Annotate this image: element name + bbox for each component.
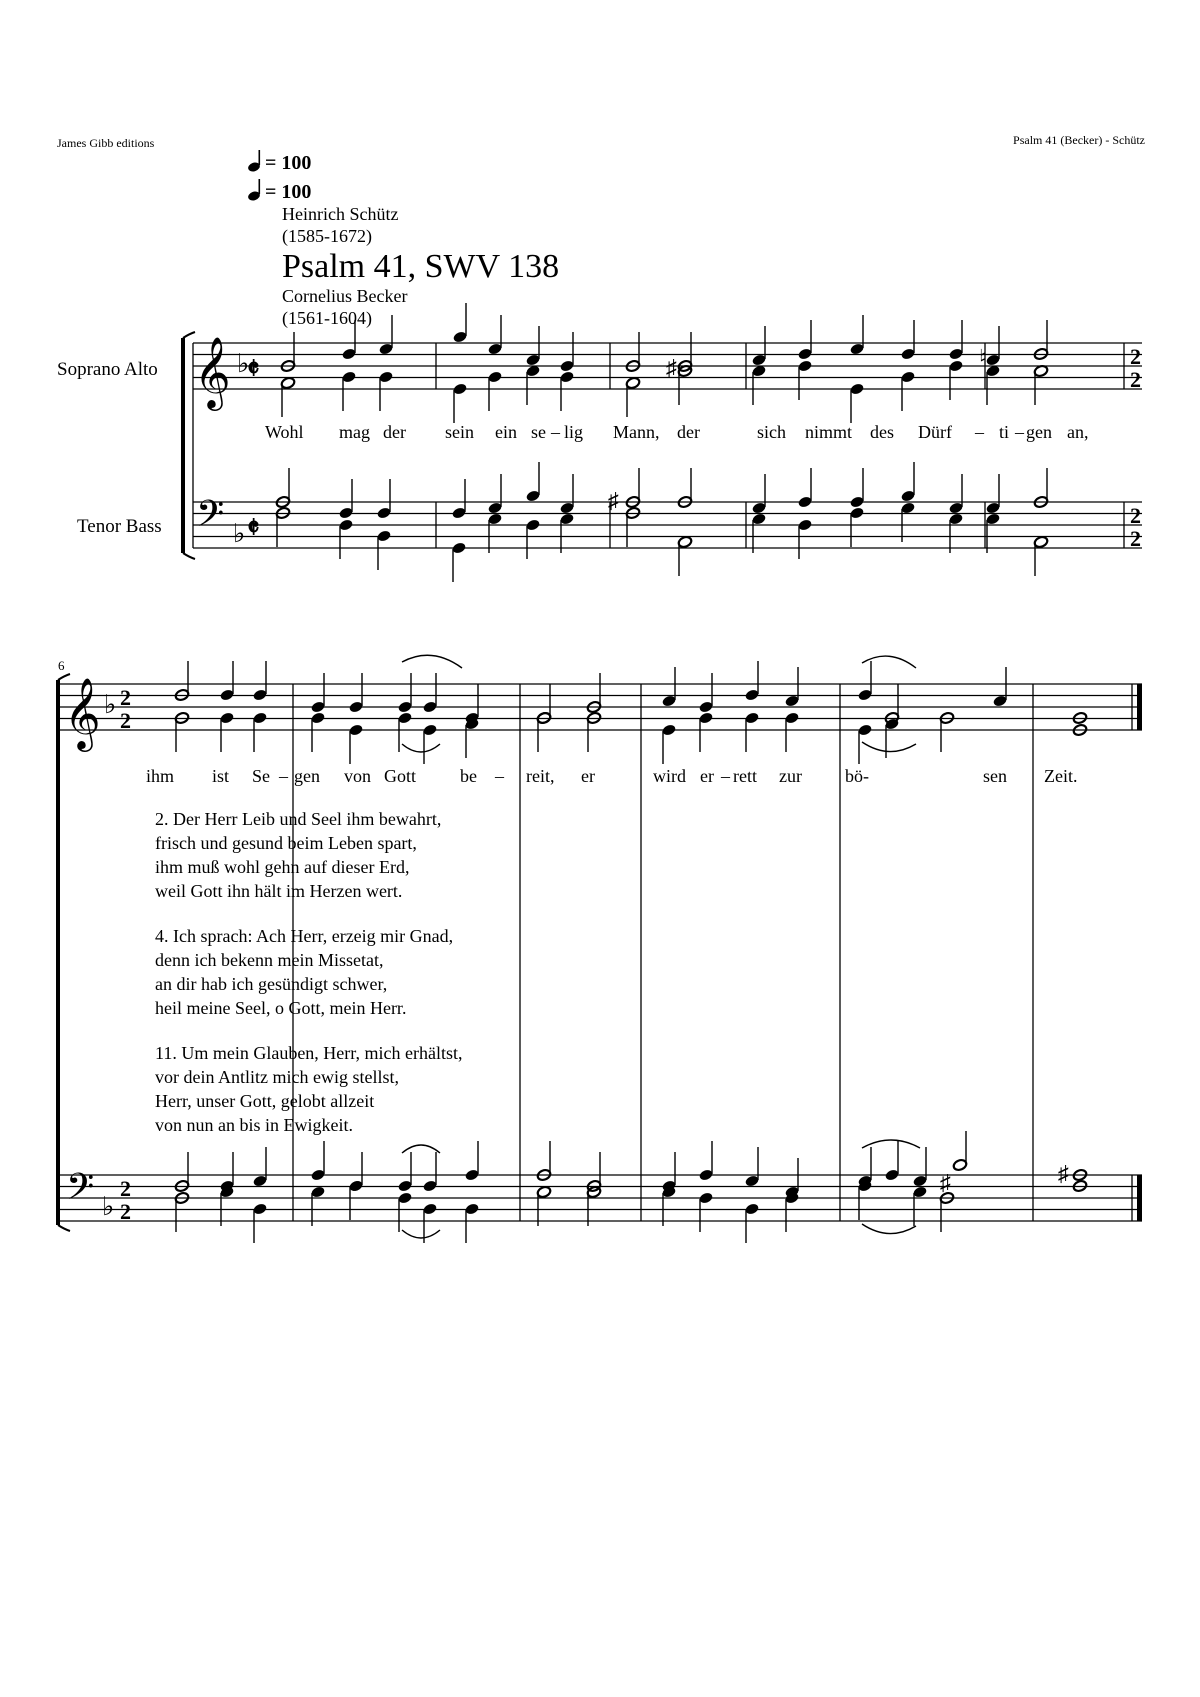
- bass-clef-icon: 𝄢: [196, 494, 225, 543]
- note: [487, 315, 502, 356]
- note: [452, 382, 467, 423]
- note: [422, 673, 437, 714]
- note: [849, 506, 864, 547]
- note: [525, 326, 540, 367]
- note: [784, 1191, 799, 1232]
- note: [464, 684, 479, 725]
- note: [174, 711, 189, 752]
- note: [275, 506, 290, 547]
- tempo-value: = 100: [265, 152, 312, 174]
- note: [252, 661, 267, 702]
- note: [744, 1202, 759, 1243]
- lyric-syllable: ti: [999, 422, 1010, 442]
- note: [985, 326, 1000, 367]
- note: [376, 529, 391, 570]
- final-barline: [1137, 1175, 1142, 1221]
- note: [525, 462, 540, 503]
- note: [464, 717, 479, 758]
- note: [849, 382, 864, 423]
- note: [280, 376, 295, 417]
- note: [378, 315, 393, 356]
- note: [857, 661, 872, 702]
- verse-2: 2. Der Herr Leib und Seel ihm bewahrt, frisch und gesund beim Leben spart, ihm muß wohl gehn auf dieser Erd, weil Gott ihn hält im Herzen wert.: [155, 809, 442, 901]
- system-1-barlines: [193, 343, 1124, 548]
- note: [751, 364, 766, 405]
- lyric-syllable: se: [531, 422, 546, 442]
- cut-time-icon: 𝄵: [247, 513, 260, 544]
- time-sig-bottom: 2: [120, 708, 131, 733]
- note: [378, 370, 393, 411]
- note: [376, 479, 391, 520]
- bass-clef-icon: 𝄢: [66, 1167, 95, 1216]
- note: [625, 506, 640, 547]
- note: [559, 332, 574, 373]
- slur: [862, 1140, 920, 1148]
- piece-title: Psalm 41, SWV 138: [282, 248, 560, 285]
- lyric-syllable: sen: [983, 766, 1007, 786]
- note: [536, 1185, 551, 1226]
- lyric-syllable: –: [551, 422, 560, 442]
- accidental-icon: ♮: [979, 345, 987, 370]
- note: [900, 462, 915, 503]
- lyric-syllable: rett: [733, 766, 757, 786]
- note: [464, 1202, 479, 1243]
- note: [751, 326, 766, 367]
- lyric-syllable: bö-: [845, 766, 869, 786]
- note: [751, 512, 766, 553]
- note: [849, 315, 864, 356]
- staff-name-upper: Soprano Alto: [57, 359, 158, 380]
- note: [397, 673, 412, 714]
- note: [219, 1185, 234, 1226]
- key-flat-icon: ♭: [233, 519, 246, 548]
- key-flat-icon: ♭: [237, 349, 250, 378]
- note: [348, 1179, 363, 1220]
- note: [310, 673, 325, 714]
- note: [698, 1191, 713, 1232]
- note: [464, 1141, 479, 1182]
- time-sig-top: 2: [120, 1176, 131, 1201]
- note: [797, 518, 812, 559]
- note: [525, 364, 540, 405]
- note: [559, 474, 574, 515]
- lyric-syllable: Wohl: [265, 422, 304, 442]
- note: [797, 468, 812, 509]
- lyric-syllable: be: [460, 766, 477, 786]
- note: [677, 535, 692, 576]
- key-flat-icon: ♭: [104, 690, 117, 719]
- note: [1033, 535, 1048, 576]
- lyric-syllable: lig: [564, 422, 584, 442]
- lyric-syllable: Gott: [384, 766, 417, 786]
- lyric-syllable: ein: [495, 422, 517, 442]
- treble-clef-icon: 𝄞: [64, 680, 101, 748]
- note: [348, 723, 363, 764]
- time-sig-bottom: 2: [1130, 367, 1141, 392]
- note: [661, 1185, 676, 1226]
- lyric-syllable: Zeit.: [1044, 766, 1078, 786]
- note: [952, 1131, 967, 1172]
- lyric-syllable: Dürf: [918, 422, 952, 442]
- lyric-syllable: nimmt: [805, 422, 853, 442]
- staff-name-lower: Tenor Bass: [77, 516, 162, 537]
- note: [698, 711, 713, 752]
- lyric-syllable: ihm: [146, 766, 175, 786]
- note: [985, 474, 1000, 515]
- note: [525, 518, 540, 559]
- running-title: Psalm 41 (Becker) - Schütz: [1013, 133, 1145, 147]
- note: [698, 1141, 713, 1182]
- poet-dates: (1561-1604): [282, 308, 372, 328]
- lyric-syllable: mag: [339, 422, 370, 442]
- note: [948, 474, 963, 515]
- cut-time-icon: 𝄵: [247, 354, 260, 385]
- lyric-syllable: ist: [212, 766, 230, 786]
- lyric-syllable: –: [975, 422, 984, 442]
- accidental-icon: ♯: [940, 1170, 951, 1195]
- note: [661, 1152, 676, 1193]
- time-sig-bottom: 2: [1130, 526, 1141, 551]
- lyric-syllable: er: [700, 766, 714, 786]
- note: [252, 1147, 267, 1188]
- lyric-syllable: –: [721, 766, 730, 786]
- slur: [862, 1224, 916, 1234]
- note: [744, 661, 759, 702]
- note: [948, 512, 963, 553]
- lyric-syllable: er: [581, 766, 595, 786]
- note: [661, 667, 676, 708]
- verse-4: 4. Ich sprach: Ach Herr, erzeig mir Gnad, denn ich bekenn mein Missetat, an dir hab ich gesündigt schwer, heil meine Seel, o Gott, mein Herr.: [155, 926, 454, 1018]
- slur: [402, 1145, 440, 1153]
- note: [948, 320, 963, 361]
- note: [1033, 364, 1048, 405]
- lyric-syllable: –: [1015, 422, 1024, 442]
- note: [397, 1191, 412, 1232]
- note: [784, 667, 799, 708]
- key-flat-icon: ♭: [102, 1192, 115, 1221]
- measure-number: 6: [58, 658, 65, 673]
- lyric-syllable: sein: [445, 422, 474, 442]
- slur: [402, 744, 440, 752]
- lyric-syllable: an,: [1067, 422, 1089, 442]
- note: [451, 541, 466, 582]
- note: [992, 667, 1007, 708]
- time-sig-top: 2: [120, 685, 131, 710]
- note: [784, 1158, 799, 1199]
- verse-11: 11. Um mein Glauben, Herr, mich erhältst, vor dein Antlitz mich ewig stellst, Herr, unser Gott, gelobt allzeit von nun an bis in Ewigkeit.: [155, 1043, 463, 1135]
- lyric-syllable: reit,: [526, 766, 555, 786]
- note: [422, 723, 437, 764]
- note: [348, 673, 363, 714]
- slur: [862, 656, 916, 668]
- note: [219, 661, 234, 702]
- lyric-syllable: des: [870, 422, 894, 442]
- note: [912, 1185, 927, 1226]
- lyric-syllable: gen: [294, 766, 320, 786]
- lyric-syllable: –: [495, 766, 504, 786]
- note: [625, 376, 640, 417]
- slur: [402, 655, 462, 668]
- lyric-syllable: zur: [779, 766, 802, 786]
- note: [252, 1202, 267, 1243]
- note: [536, 711, 551, 752]
- composer-dates: (1585-1672): [282, 226, 372, 246]
- accidental-icon: ♯: [666, 355, 677, 380]
- note: [849, 468, 864, 509]
- note: [422, 1152, 437, 1193]
- note: [338, 479, 353, 520]
- note: [487, 512, 502, 553]
- note: [559, 512, 574, 553]
- note: [900, 370, 915, 411]
- note: [310, 1141, 325, 1182]
- lyric-syllable: von: [344, 766, 371, 786]
- lyric-syllable: sich: [757, 422, 786, 442]
- note: [797, 320, 812, 361]
- lyric-syllable: gen: [1026, 422, 1052, 442]
- note: [310, 1185, 325, 1226]
- note: [452, 303, 467, 344]
- note: [252, 711, 267, 752]
- accidental-icon: ♯: [1058, 1161, 1069, 1186]
- note: [939, 711, 954, 752]
- lyric-syllable: Se: [252, 766, 270, 786]
- publisher-label: James Gibb editions: [57, 136, 155, 150]
- note: [338, 518, 353, 559]
- note: [900, 320, 915, 361]
- note: [586, 711, 601, 752]
- accidental-icon: ♯: [608, 488, 619, 513]
- note: [451, 479, 466, 520]
- note: [985, 364, 1000, 405]
- tempo-value: = 100: [265, 181, 312, 203]
- note: [559, 370, 574, 411]
- note: [341, 370, 356, 411]
- note: [219, 1152, 234, 1193]
- note: [698, 673, 713, 714]
- note: [948, 359, 963, 400]
- note: [219, 711, 234, 752]
- note: [857, 1179, 872, 1220]
- poet-name: Cornelius Becker: [282, 286, 408, 306]
- slur: [402, 1230, 440, 1238]
- note: [341, 320, 356, 361]
- time-sig-bottom: 2: [120, 1199, 131, 1224]
- note: [397, 1152, 412, 1193]
- note: [751, 474, 766, 515]
- note: [310, 711, 325, 752]
- note: [744, 1147, 759, 1188]
- composer-name: Heinrich Schütz: [282, 204, 399, 224]
- treble-clef-icon: 𝄞: [194, 339, 231, 407]
- lyric-syllable: wird: [653, 766, 686, 786]
- time-sig-top: 2: [1130, 503, 1141, 528]
- lyric-syllable: Mann,: [613, 422, 660, 442]
- note: [487, 370, 502, 411]
- note: [985, 512, 1000, 553]
- note: [487, 474, 502, 515]
- time-sig-top: 2: [1130, 344, 1141, 369]
- lyric-syllable: –: [279, 766, 288, 786]
- note: [744, 711, 759, 752]
- note: [661, 723, 676, 764]
- lyric-syllable: der: [677, 422, 700, 442]
- slur: [862, 742, 916, 752]
- note: [912, 1147, 927, 1188]
- lyric-syllable: der: [383, 422, 406, 442]
- note: [797, 359, 812, 400]
- note: [884, 1141, 899, 1182]
- note: [784, 711, 799, 752]
- final-barline: [1137, 684, 1142, 730]
